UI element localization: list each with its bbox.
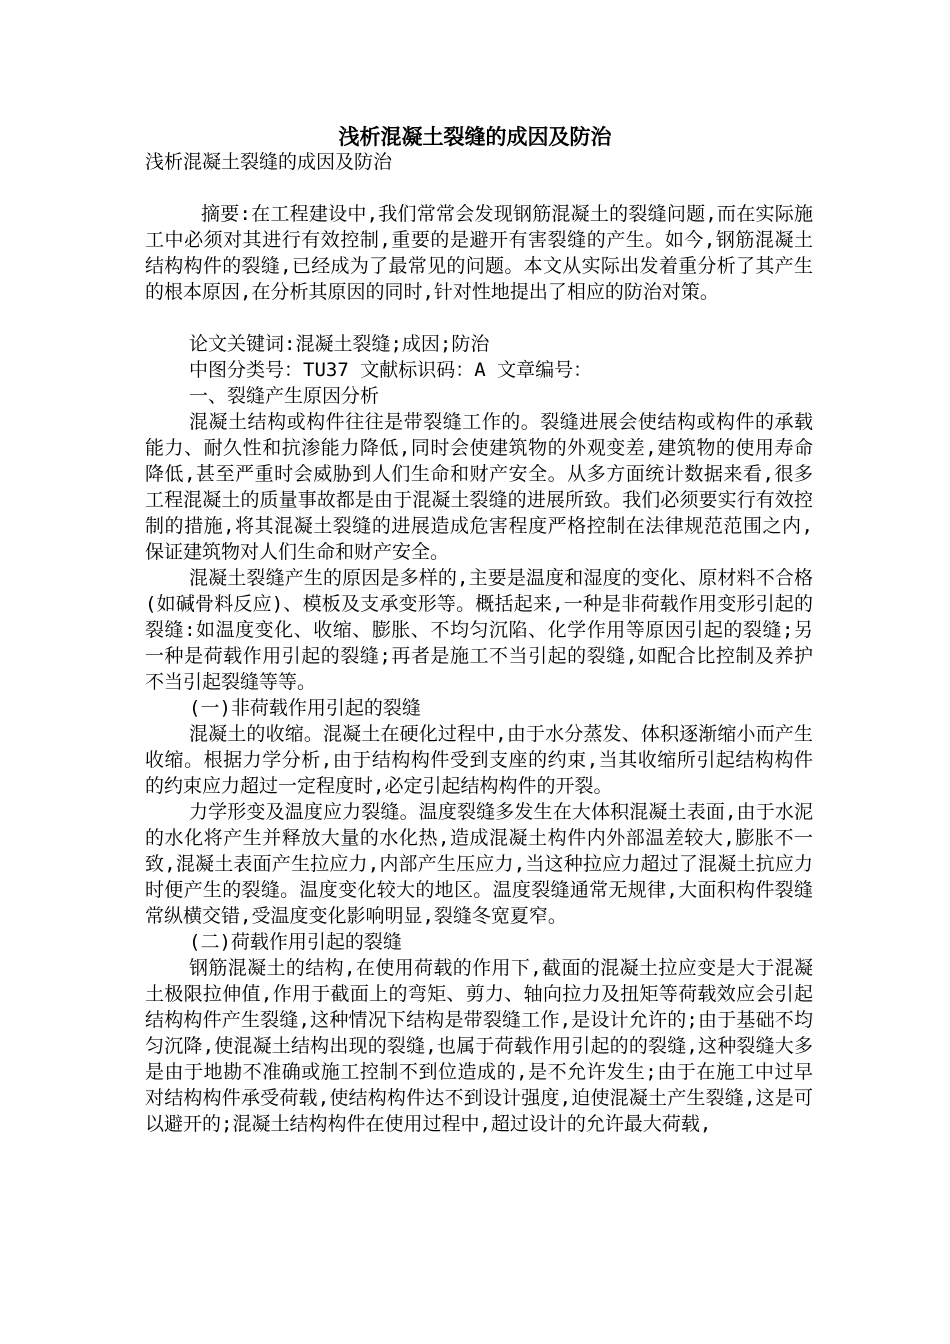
keywords-line: 论文关键词:混凝土裂缝;成因;防治 [189,333,490,355]
document-subtitle: 浅析混凝土裂缝的成因及防治 [145,151,393,173]
classification-line: 中图分类号：TU37 文献标识码：A 文章编号： [189,359,593,381]
document-title: 浅析混凝土裂缝的成因及防治 [338,124,612,149]
subsection-heading-non-load: (一)非荷载作用引起的裂缝 [189,697,421,719]
abstract-paragraph [145,201,813,305]
body-paragraph: 钢筋混凝土的结构,在使用荷载的作用下,截面的混凝土拉应变是大于混凝土极限拉伸值,作用于截面上的弯矩、剪力、轴向拉力及扭矩等荷载效应会引起结构构件产生裂缝,这种情况下结构是带裂缝工作,是设计允许的;由于基础不均匀沉降,使混凝土结构出现的裂缝,也属于荷载作用引起的的裂缝,这种裂缝大多是由于地勘不准确或施工控制不到位造成的,是不允许发生;由于在施工中过早对结构构件承受荷载,使结构构件达不到设计强度,迫使混凝土产生裂缝,这是可以避开的;混凝土结构构件在使用过程中,超过设计的允许最大荷载, [145,957,813,1135]
section-heading-causes: 一、裂缝产生原因分析 [189,385,380,407]
abstract-text: 摘要:在工程建设中,我们常常会发现钢筋混凝土的裂缝问题,而在实际施工中必须对其进行有效控制,重要的是避开有害裂缝的产生。如今,钢筋混凝土结构构件的裂缝,已经成为了最常见的问题。本文从实际出发着重分析了其产生的根本原因,在分析其原因的同时,针对性地提出了相应的防治对策。 [145,203,813,303]
document-body [145,149,813,1137]
body-paragraph: 混凝土结构或构件往往是带裂缝工作的。裂缝进展会使结构或构件的承载能力、耐久性和抗渗能力降低,同时会使建筑物的外观变差,建筑物的使用寿命降低,甚至严重时会威胁到人们生命和财产安全。从多方面统计数据来看,很多工程混凝土的质量事故都是由于混凝土裂缝的进展所致。我们必须要实行有效控制的措施,将其混凝土裂缝的进展造成危害程度严格控制在法律规范范围之内,保证建筑物对人们生命和财产安全。 [145,411,813,563]
subsection-heading-load: (二)荷载作用引起的裂缝 [189,931,402,953]
body-paragraph: 混凝土裂缝产生的原因是多样的,主要是温度和湿度的变化、原材料不合格(如碱骨料反应)、模板及支承变形等。概括起来,一种是非荷载作用变形引起的裂缝:如温度变化、收缩、膨胀、不均匀沉陷、化学作用等原因引起的裂缝;另一种是荷载作用引起的裂缝;再者是施工不当引起的裂缝,如配合比控制及养护不当引起裂缝等等。 [145,567,813,693]
body-paragraph: 力学形变及温度应力裂缝。温度裂缝多发生在大体积混凝土表面,由于水泥的水化将产生并释放大量的水化热,造成混凝土构件内外部温差较大,膨胀不一致,混凝土表面产生拉应力,内部产生压应力,当这种拉应力超过了混凝土抗应力时便产生的裂缝。温度变化较大的地区。温度裂缝通常无规律,大面积构件裂缝常纵横交错,受温度变化影响明显,裂缝冬宽夏窄。 [145,801,813,927]
body-paragraph: 混凝土的收缩。混凝土在硬化过程中,由于水分蒸发、体积逐渐缩小而产生收缩。根据力学分析,由于结构构件受到支座的约束,当其收缩所引起结构构件的约束应力超过一定程度时,必定引起结构构件的开裂。 [145,723,813,797]
